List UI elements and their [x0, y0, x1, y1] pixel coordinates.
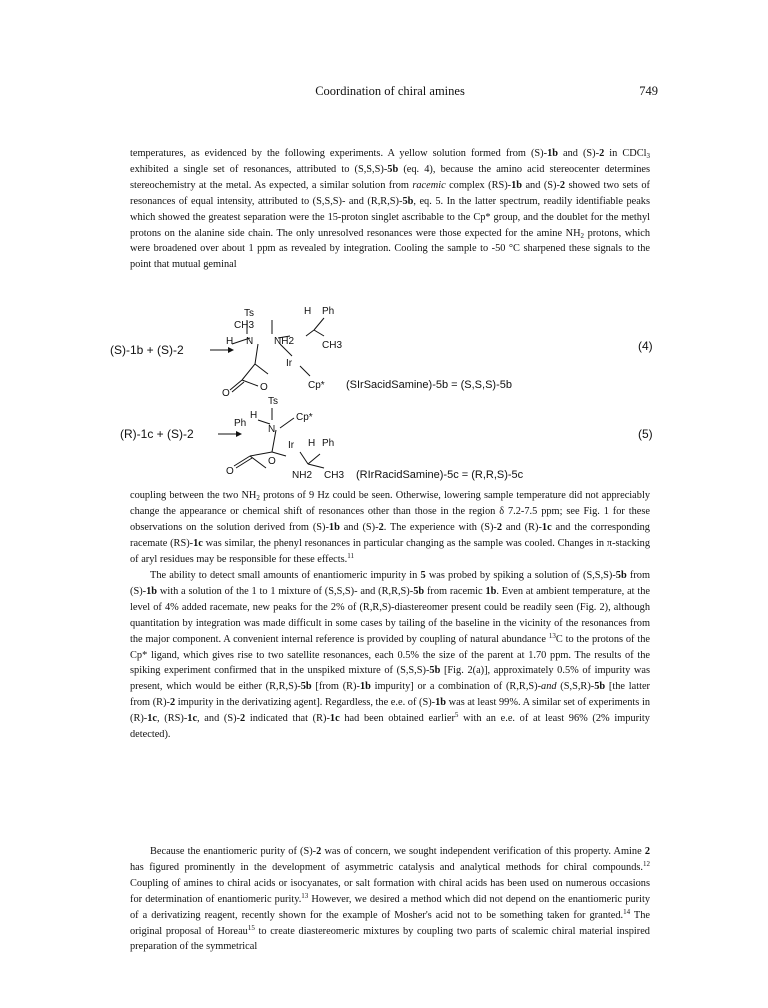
eq4-ir-label: Ir: [286, 358, 293, 369]
eq5-ir-label: Ir: [288, 440, 295, 451]
eq4-o2-label: O: [222, 388, 230, 399]
eq4-h-label: H: [226, 336, 234, 347]
eq4-number: (4): [638, 339, 653, 353]
eq4-cp-label: Cp*: [308, 380, 325, 391]
eq5-o-label: O: [268, 456, 276, 467]
paragraph-3: The ability to detect small amounts of enantiomeric impurity in 5 was probed by spiking a solution of (S,S,S)-5b from (S)-1b with a solution of the 1 to 1 mixture of (S,S,S)- and (R,R,S)-5b from racemic 1b. Even at ambient temperature, at the level of 4% added racemate, new peaks for the 2% of (R,R,S)-diastereomer present could be readily seen (Fig. 2), although quantitation by integration was made difficult in some cases by tailing of the baseline in the vicinity of the resonances from the major component. A convenient internal reference is provided by coupling of natural abundance $^{13}$C to the protons of the Cp* ligand, which gives rise to two satellite resonances, each 0.5% the size of the parent at 1.70 ppm. The results of the spiking experiment confirmed that in the unspiked mixture of (S,S,S)-5b [Fig. 2(a)], approximately 0.5% of impurity was present, which would be either (R,R,S)-5b [from (R)-1b impurity] or a combination of (R,R,S)-and (S,S,R)-5b [the latter from (R)-2 impurity in the derivatizing agent]. Regardless, the e.e. of (S)-1b was at least 99%. A similar set of experiments in (R)-1c, (RS)-1c, and (S)-2 indicated that (R)-1c had been obtained earlier$^5$ with an e.e. of at least 96% (2% impurity detected).: [130, 570, 650, 741]
eq5-h2-label: H: [308, 438, 316, 449]
page-number: 749: [639, 84, 658, 98]
eq5-ch3-label: CH3: [324, 470, 345, 481]
eq4-h2-label: H: [304, 306, 312, 317]
eq4-ts-label: Ts: [244, 308, 254, 319]
eq4-ch3-label: CH3: [234, 320, 255, 331]
eq5-product: (RIrRacidSamine)-5c = (R,R,S)-5c: [356, 469, 524, 481]
running-header: [130, 84, 658, 102]
reaction-scheme-svg: [110, 296, 670, 482]
eq5-ts-label: Ts: [268, 396, 278, 407]
paragraph-2: coupling between the two $NH_2$ protons of 9 Hz could be seen. Otherwise, lowering sample temperature did not appreciably change the appearance or chemical shift of resonances other than those in the region δ 7.2-7.5 ppm; see Fig. 1 for these observations on the solution derived from (S)-1b and (S)-2. The experience with (S)-2 and (R)-1c and the corresponding racemate (RS)-1c was similar, the phenyl resonances in particular changing as the sample was cooled. Changes in π-stacking of aryl residues may be responsible for these effects.$^{11}$: [130, 490, 650, 565]
paragraph-4: Because the enantiomeric purity of (S)-2 was of concern, we sought independent verification of this property. Amine 2 has figured prominently in the development of asymmetric catalysis and analytical methods for chiral compounds.$^{12}$ Coupling of amines to chiral acids or isocyanates, or salt formation with chiral acids has been used on numerous occasions for determination of enantiomeric purity.$^{13}$ However, we desired a method which did not depend on the enantiomeric purity of a derivatizing reagent, recently shown for the example of Mosher's acid not to be something taken for granted.$^{14}$ The original proposal of Horeau$^{15}$ to create diastereomeric mixtures by coupling two parts of scalemic chiral material inspired preparation of the symmetrical: [130, 846, 650, 953]
eq5-reactants: (R)-1c + (S)-2: [120, 427, 194, 441]
running-title: Coordination of chiral amines: [315, 84, 465, 98]
paragraph-1: temperatures, as evidenced by the following experiments. A yellow solution formed from (S)-1b and (S)-2 in CDCl$_3$ exhibited a single set of resonances, attributed to (S,S,S)-5b (eq. 4), because the amino acid stereocenter determines stereochemistry at the metal. As expected, a similar solution from racemic complex (RS)-1b and (S)-2 showed two sets of resonances of equal intensity, attributed to (S,S,S)- and (R,R,S)-5b, eq. 5. In the latter spectrum, readily identifiable peaks which showed the greatest separation were the 15-proton singlet ascribable to the Cp* group, and the doublet for the methyl protons on the alanine side chain. The only unresolved resonances were those expected for the amine $NH_2$ protons, which were broadened over about 1 ppm as revealed by integration. Cooling the sample to -50 °C sharpened these signals to the point that mutual geminal: [130, 148, 651, 271]
eq5-ph-label: Ph: [234, 418, 247, 429]
eq4-ph-label: Ph: [322, 306, 335, 317]
eq4-reactants: (S)-1b + (S)-2: [110, 343, 184, 357]
eq5-number: (5): [638, 427, 653, 441]
eq5-n-label: N: [268, 424, 276, 435]
eq5-nh2-label: NH2: [292, 470, 313, 481]
eq5-cp-label: Cp*: [296, 412, 313, 423]
eq5-h-label: H: [250, 410, 258, 421]
eq4-ch3-2-label: CH3: [322, 340, 343, 351]
eq5-ph2-label: Ph: [322, 438, 335, 449]
eq4-o-label: O: [260, 382, 268, 393]
eq5-o2-label: O: [226, 466, 234, 477]
reaction-scheme: [110, 296, 670, 482]
eq4-n-label: N: [246, 336, 254, 347]
eq4-nh2-label: NH2: [274, 336, 295, 347]
eq4-product: (SIrSacidSamine)-5b = (S,S,S)-5b: [346, 379, 512, 391]
